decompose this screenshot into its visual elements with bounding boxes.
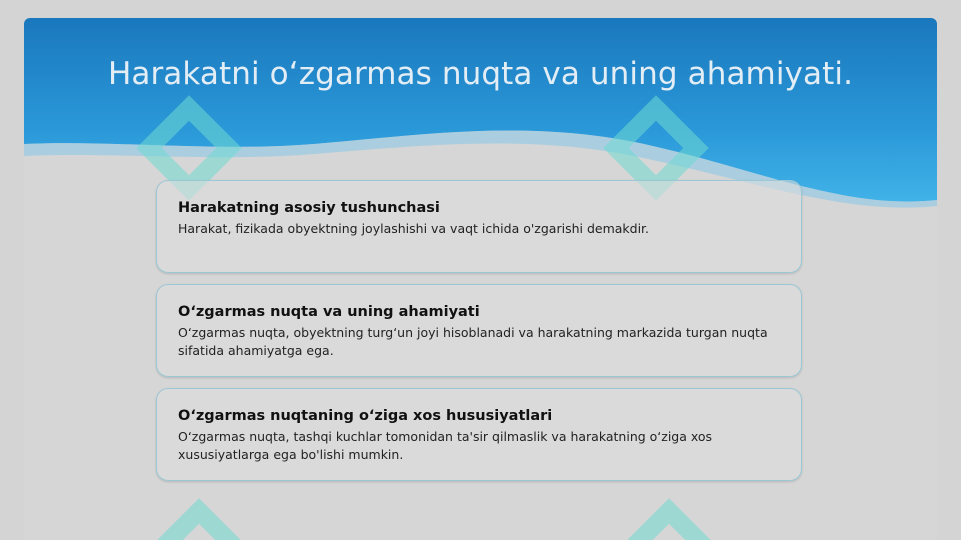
watermark-logo-bottom-left (154, 496, 274, 540)
card-1-text: Harakat, fizikada obyektning joylashishi va vaqt ichida o'zgarishi demakdir. (178, 221, 650, 236)
card-2-text: O‘zgarmas nuqta, obyektning turg‘un joyi hisoblanadi va harakatning markazida turgan nuqta sifatida ahamiyatga ega. (178, 325, 768, 358)
card-3 (156, 388, 802, 481)
card-1-title: Harakatning asosiy tushunchasi (178, 200, 440, 216)
card-3-title: O‘zgarmas nuqtaning o‘ziga xos hususiyatlari (178, 408, 553, 424)
watermark-logo-bottom-right (624, 496, 744, 540)
card-2 (156, 284, 802, 377)
slide-title: Harakatni o‘zgarmas nuqta va uning ahamiyati. (107, 56, 854, 92)
card-3-text: O‘zgarmas nuqta, tashqi kuchlar tomonidan ta'sir qilmaslik va harakatning o‘ziga xos xususiyatlarga ega bo'lishi mumkin. (178, 429, 713, 462)
card-2-title: O‘zgarmas nuqta va uning ahamiyati (178, 304, 480, 320)
card-1 (156, 180, 802, 273)
slide (24, 18, 937, 540)
